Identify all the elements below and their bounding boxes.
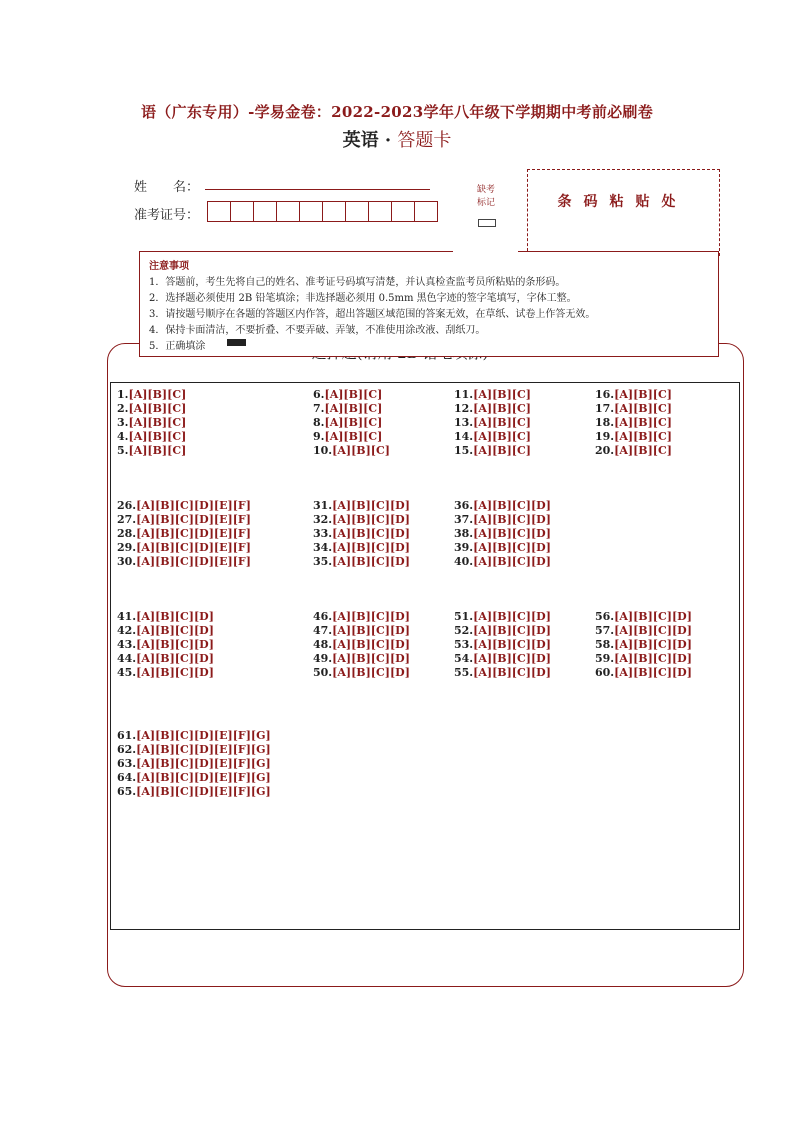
answer-options[interactable]: [A][B][C][D][E][F][G] [136, 785, 271, 798]
answer-options[interactable]: [A][B][C][D][E][F][G] [136, 771, 271, 784]
answer-options[interactable]: [A][B][C][D] [136, 666, 214, 679]
answer-options[interactable]: [A][B][C][D] [136, 610, 214, 623]
question-number: 15. [454, 444, 474, 457]
answer-options[interactable]: [A][B][C] [473, 430, 531, 443]
answer-options[interactable]: [A][B][C][D] [473, 638, 551, 651]
question-number: 46. [313, 610, 333, 623]
answer-options[interactable]: [A][B][C][D][E][F] [136, 527, 251, 540]
answer-options[interactable]: [A][B][C] [614, 430, 672, 443]
question-row[interactable] [313, 666, 410, 680]
question-number: 12. [454, 402, 474, 415]
question-row[interactable] [117, 527, 251, 541]
answer-options[interactable]: [A][B][C] [324, 430, 383, 443]
exam-id-box[interactable] [253, 201, 277, 222]
question-row[interactable] [313, 527, 410, 541]
answer-options[interactable]: [A][B][C][D][E][F][G] [136, 729, 271, 742]
question-number: 13. [454, 416, 474, 429]
question-row[interactable] [595, 610, 692, 624]
question-number: 51. [454, 610, 474, 623]
question-row[interactable] [454, 610, 551, 624]
answer-options[interactable]: [A][B][C][D] [332, 541, 410, 554]
answer-options[interactable]: [A][B][C][D] [473, 666, 551, 679]
question-number: 29. [117, 541, 137, 554]
question-number: 39. [454, 541, 474, 554]
question-row[interactable] [454, 652, 551, 666]
answer-options[interactable]: [A][B][C] [614, 444, 672, 457]
answer-options[interactable]: [A][B][C][D] [473, 541, 551, 554]
answer-options[interactable]: [A][B][C][D] [473, 555, 551, 568]
question-number: 16. [595, 388, 615, 401]
answer-options[interactable]: [A][B][C][D] [332, 638, 410, 651]
answer-options[interactable]: [A][B][C][D][E][F][G] [136, 743, 271, 756]
question-number: 11. [454, 388, 474, 401]
answer-options[interactable]: [A][B][C] [473, 402, 531, 415]
question-number: 60. [595, 666, 615, 679]
question-row[interactable] [454, 402, 531, 416]
answer-options[interactable]: [A][B][C][D] [136, 624, 214, 637]
answer-options[interactable]: [A][B][C][D] [473, 652, 551, 665]
question-row[interactable] [117, 785, 271, 799]
exam-id-box[interactable] [414, 201, 438, 222]
question-row[interactable] [313, 624, 410, 638]
notice-item: 5．正确填涂 [149, 341, 206, 352]
card-title: 语（广东专用）-学易金卷：2022-2023学年八年级下学期期中考前必刷卷 [140, 103, 654, 121]
answer-options[interactable]: [A][B][C][D] [473, 499, 551, 512]
exam-id-box[interactable] [299, 201, 323, 222]
question-number: 9. [313, 430, 325, 443]
question-number: 63. [117, 757, 137, 770]
question-row[interactable] [454, 541, 551, 555]
notice-box [139, 251, 719, 357]
answer-options[interactable]: [A][B][C][D] [473, 610, 551, 623]
question-number: 27. [117, 513, 137, 526]
answer-options[interactable]: [A][B][C][D] [332, 527, 410, 540]
subtitle-card: 答题卡 [397, 130, 452, 151]
question-row[interactable] [117, 666, 214, 680]
id-label: 准考证号： [134, 208, 200, 223]
question-row[interactable] [313, 513, 410, 527]
question-row[interactable] [595, 652, 692, 666]
answer-options[interactable]: [A][B][C][D] [136, 652, 214, 665]
question-number: 26. [117, 499, 137, 512]
question-number: 48. [313, 638, 333, 651]
question-row[interactable] [595, 402, 672, 416]
answer-options[interactable]: [A][B][C] [128, 402, 187, 415]
question-row[interactable] [454, 388, 531, 402]
answer-options[interactable]: [A][B][C] [128, 430, 187, 443]
question-row[interactable] [313, 499, 410, 513]
question-row[interactable] [313, 402, 382, 416]
notice-item: 2．选择题必须使用 2B 铅笔填涂；非选择题必须用 0.5mm 黑色字迹的签字笔填写，字体工整。 [149, 293, 577, 304]
barcode-label: 条码粘贴处 [557, 194, 688, 210]
question-number: 44. [117, 652, 137, 665]
question-number: 56. [595, 610, 615, 623]
question-row[interactable] [117, 513, 251, 527]
question-row[interactable] [117, 541, 251, 555]
question-number: 61. [117, 729, 137, 742]
question-number: 38. [454, 527, 474, 540]
answer-options[interactable]: [A][B][C][D] [614, 610, 692, 623]
answer-options[interactable]: [A][B][C][D] [332, 555, 410, 568]
answer-options[interactable]: [A][B][C][D] [332, 513, 410, 526]
answer-options[interactable]: [A][B][C][D] [332, 652, 410, 665]
answer-options[interactable]: [A][B][C] [324, 402, 383, 415]
exam-id-box[interactable] [391, 201, 415, 222]
question-row[interactable] [117, 499, 251, 513]
notice-title: 注意事项 [149, 261, 189, 272]
answer-options[interactable]: [A][B][C] [473, 416, 531, 429]
question-number: 50. [313, 666, 333, 679]
question-number: 1. [117, 388, 129, 401]
answer-options[interactable]: [A][B][C] [614, 416, 672, 429]
question-number: 49. [313, 652, 333, 665]
answer-options[interactable]: [A][B][C][D] [473, 624, 551, 637]
question-row[interactable] [117, 729, 271, 743]
question-number: 30. [117, 555, 137, 568]
question-row[interactable] [454, 638, 551, 652]
answer-options[interactable]: [A][B][C] [324, 388, 383, 401]
exam-id-box[interactable] [276, 201, 300, 222]
question-number: 4. [117, 430, 129, 443]
exam-id-box[interactable] [322, 201, 346, 222]
answer-options[interactable]: [A][B][C] [332, 444, 390, 457]
exam-id-box[interactable] [207, 201, 231, 222]
question-number: 7. [313, 402, 325, 415]
answer-options[interactable]: [A][B][C][D] [614, 666, 692, 679]
answer-options[interactable]: [A][B][C][D][E][F] [136, 555, 251, 568]
barcode-area [527, 169, 720, 256]
exam-id-box[interactable] [230, 201, 254, 222]
question-number: 32. [313, 513, 333, 526]
question-row[interactable] [595, 416, 672, 430]
question-row[interactable] [313, 416, 382, 430]
question-row[interactable] [313, 430, 382, 444]
question-number: 64. [117, 771, 137, 784]
answer-options[interactable]: [A][B][C][D][E][F] [136, 499, 251, 512]
question-row[interactable] [313, 541, 410, 555]
question-number: 53. [454, 638, 474, 651]
question-row[interactable] [595, 624, 692, 638]
question-row[interactable] [454, 527, 551, 541]
question-row[interactable] [454, 624, 551, 638]
question-row[interactable] [454, 666, 551, 680]
question-number: 52. [454, 624, 474, 637]
answer-options[interactable]: [A][B][C][D] [332, 666, 410, 679]
answer-options[interactable]: [A][B][C][D] [473, 527, 551, 540]
question-row[interactable] [117, 430, 186, 444]
question-row[interactable] [595, 666, 692, 680]
answer-options[interactable]: [A][B][C] [128, 444, 187, 457]
question-number: 41. [117, 610, 137, 623]
question-row[interactable] [313, 388, 382, 402]
question-number: 37. [454, 513, 474, 526]
name-field[interactable] [205, 189, 430, 190]
question-row[interactable] [117, 388, 186, 402]
question-row[interactable] [595, 444, 672, 458]
question-number: 2. [117, 402, 129, 415]
answer-options[interactable]: [A][B][C] [128, 388, 187, 401]
question-row[interactable] [117, 652, 214, 666]
question-row[interactable] [454, 444, 531, 458]
question-number: 40. [454, 555, 474, 568]
notice-item: 4．保持卡面清洁，不要折叠、不要弄破、弄皱，不准使用涂改液、刮纸刀。 [149, 325, 486, 336]
answer-options[interactable]: [A][B][C][D] [136, 638, 214, 651]
filled-bubble-sample [227, 339, 246, 346]
answer-options[interactable]: [A][B][C] [614, 402, 672, 415]
missing-exam-label: 缺考 标记 [476, 185, 495, 208]
question-number: 42. [117, 624, 137, 637]
question-number: 19. [595, 430, 615, 443]
name-label: 姓 名： [134, 180, 200, 195]
question-number: 8. [313, 416, 325, 429]
answer-options[interactable]: [A][B][C] [614, 388, 672, 401]
question-row[interactable] [117, 402, 186, 416]
question-row[interactable] [117, 610, 214, 624]
answer-options[interactable]: [A][B][C][D][E][F][G] [136, 757, 271, 770]
question-row[interactable] [454, 416, 531, 430]
question-row[interactable] [117, 771, 271, 785]
question-number: 54. [454, 652, 474, 665]
question-row[interactable] [117, 555, 251, 569]
question-number: 18. [595, 416, 615, 429]
question-row[interactable] [454, 555, 551, 569]
question-row[interactable] [454, 499, 551, 513]
question-number: 47. [313, 624, 333, 637]
answer-options[interactable]: [A][B][C][D] [332, 624, 410, 637]
notice-item: 3．请按题号顺序在各题的答题区内作答，超出答题区域范围的答案无效，在草纸、试卷上作答无效。 [149, 309, 596, 320]
question-row[interactable] [117, 444, 186, 458]
answer-options[interactable]: [A][B][C][D][E][F] [136, 541, 251, 554]
question-number: 5. [117, 444, 129, 457]
question-number: 58. [595, 638, 615, 651]
card-subtitle [0, 126, 794, 152]
answer-options[interactable]: [A][B][C] [473, 388, 531, 401]
question-number: 33. [313, 527, 333, 540]
answer-options[interactable]: [A][B][C][D] [332, 499, 410, 512]
answer-options[interactable]: [A][B][C][D] [332, 610, 410, 623]
answer-options[interactable]: [A][B][C][D][E][F] [136, 513, 251, 526]
question-row[interactable] [313, 610, 410, 624]
subtitle-subject: 英语 · [342, 130, 398, 151]
question-row[interactable] [313, 638, 410, 652]
question-row[interactable] [313, 652, 410, 666]
question-row[interactable] [117, 624, 214, 638]
question-number: 57. [595, 624, 615, 637]
question-row[interactable] [454, 430, 531, 444]
question-number: 35. [313, 555, 333, 568]
question-number: 17. [595, 402, 615, 415]
question-row[interactable] [117, 416, 186, 430]
answer-options[interactable]: [A][B][C] [324, 416, 383, 429]
notice-gap [453, 250, 518, 253]
question-number: 65. [117, 785, 137, 798]
answer-options[interactable]: [A][B][C] [473, 444, 531, 457]
question-number: 43. [117, 638, 137, 651]
question-number: 59. [595, 652, 615, 665]
answer-options[interactable]: [A][B][C] [128, 416, 187, 429]
exam-id-box[interactable] [345, 201, 369, 222]
answer-options[interactable]: [A][B][C][D] [614, 652, 692, 665]
question-number: 20. [595, 444, 615, 457]
question-row[interactable] [454, 513, 551, 527]
missing-exam-box[interactable] [478, 219, 496, 227]
question-number: 31. [313, 499, 333, 512]
question-number: 55. [454, 666, 474, 679]
question-number: 3. [117, 416, 129, 429]
question-number: 28. [117, 527, 137, 540]
notice-item: 1．答题前，考生先将自己的姓名、准考证号码填写清楚，并认真检查监考员所粘贴的条形码。 [149, 277, 566, 288]
question-number: 34. [313, 541, 333, 554]
question-row[interactable] [595, 430, 672, 444]
exam-id-box[interactable] [368, 201, 392, 222]
question-row[interactable] [117, 757, 271, 771]
question-row[interactable] [117, 638, 214, 652]
question-number: 45. [117, 666, 137, 679]
answer-options[interactable]: [A][B][C][D] [614, 638, 692, 651]
question-row[interactable] [595, 638, 692, 652]
question-row[interactable] [117, 743, 271, 757]
question-row[interactable] [595, 388, 672, 402]
question-row[interactable] [313, 444, 390, 458]
question-number: 10. [313, 444, 333, 457]
question-number: 14. [454, 430, 474, 443]
question-number: 6. [313, 388, 325, 401]
answer-options[interactable]: [A][B][C][D] [473, 513, 551, 526]
question-row[interactable] [313, 555, 410, 569]
answer-options[interactable]: [A][B][C][D] [614, 624, 692, 637]
exam-id-boxes[interactable] [208, 201, 438, 222]
question-number: 36. [454, 499, 474, 512]
question-number: 62. [117, 743, 137, 756]
